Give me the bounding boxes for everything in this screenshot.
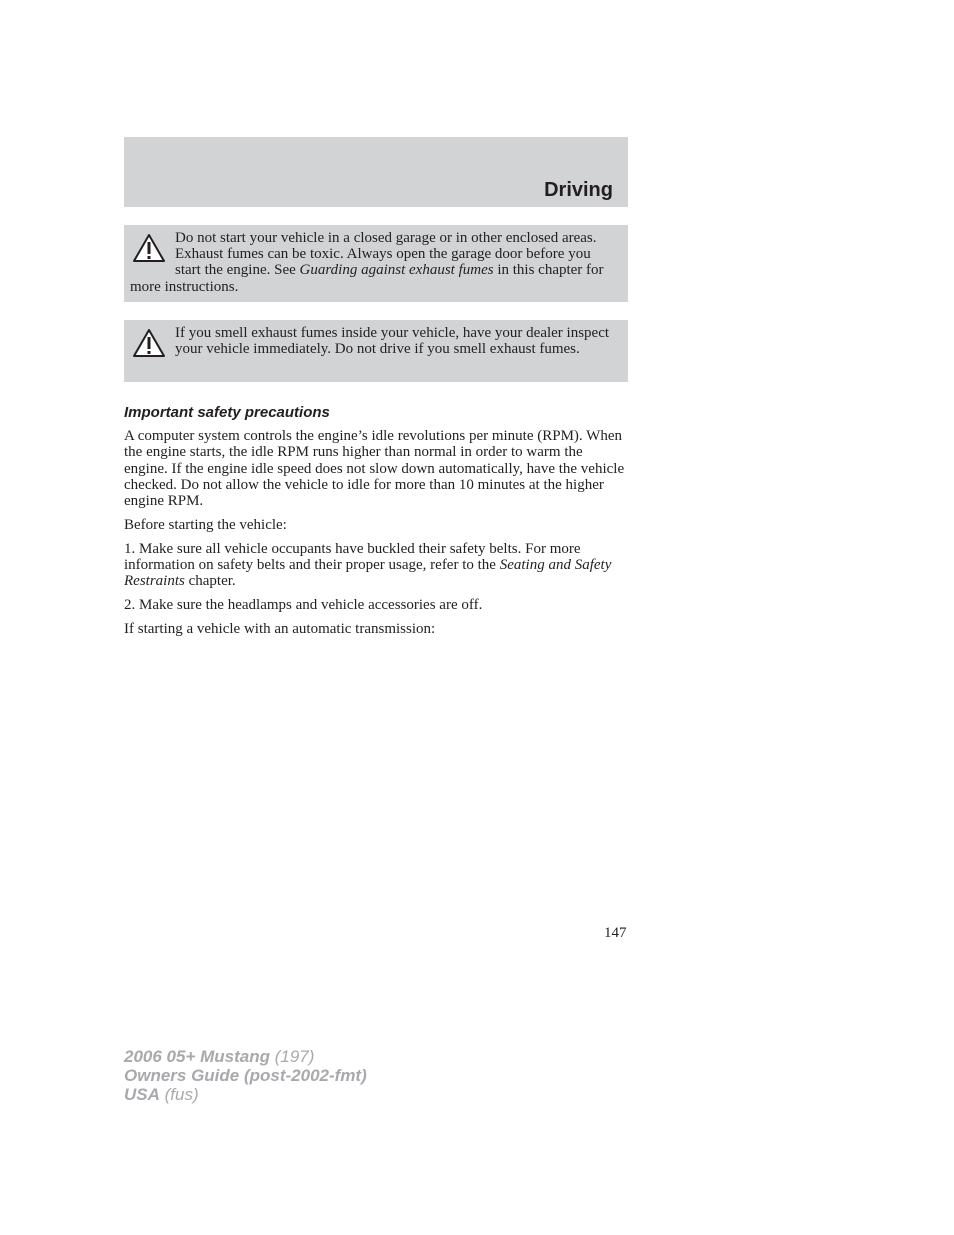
- footer-line-2: Owners Guide (post-2002-fmt): [124, 1066, 367, 1085]
- paragraph-automatic-transmission: If starting a vehicle with an automatic transmission:: [124, 620, 436, 637]
- section-body: [124, 428, 628, 645]
- cross-reference: Guarding against exhaust fumes: [299, 262, 494, 279]
- section-heading: Important safety precautions: [124, 404, 330, 421]
- warning-triangle-icon: [132, 328, 166, 358]
- chapter-title: Driving: [544, 179, 613, 201]
- cross-reference: Seating and Safety Restraints: [124, 557, 612, 590]
- warning-box-exhaust-smell: [124, 320, 628, 382]
- page-number: 147: [604, 925, 627, 941]
- chapter-header: [124, 137, 628, 207]
- footer-line-1: 2006 05+ Mustang (197): [124, 1047, 315, 1066]
- warning-text: Do not start your vehicle in a closed garage or in other enclosed areas. Exhaust fumes can be toxic. Always open the garage door before you start the engine. See Guarding against exhaust fumes in this chapter for more instructions.: [130, 230, 604, 295]
- document-footer: [124, 1047, 367, 1104]
- warning-triangle-icon: [132, 233, 166, 263]
- step-1: 1. Make sure all vehicle occupants have buckled their safety belts. For more information on safety belts and their proper usage, refer to the Seating and Safety Restraints chapter.: [124, 540, 612, 590]
- paragraph-idle-rpm: A computer system controls the engine’s idle revolutions per minute (RPM). When the engine starts, the idle RPM runs higher than normal in order to warm the engine. If the engine idle speed does not slow down automatically, have the vehicle checked. Do not allow the vehicle to idle for more than 10 minutes at the higher engine RPM.: [124, 428, 625, 510]
- warning-text: If you smell exhaust fumes inside your vehicle, have your dealer inspect your vehicle immediately. Do not drive if you smell exhaust fumes.: [175, 325, 610, 358]
- footer-line-3: USA (fus): [124, 1085, 199, 1104]
- paragraph-before-starting: Before starting the vehicle:: [124, 516, 287, 533]
- step-2: 2. Make sure the headlamps and vehicle accessories are off.: [124, 597, 483, 614]
- warning-box-exhaust-garage: [124, 225, 628, 302]
